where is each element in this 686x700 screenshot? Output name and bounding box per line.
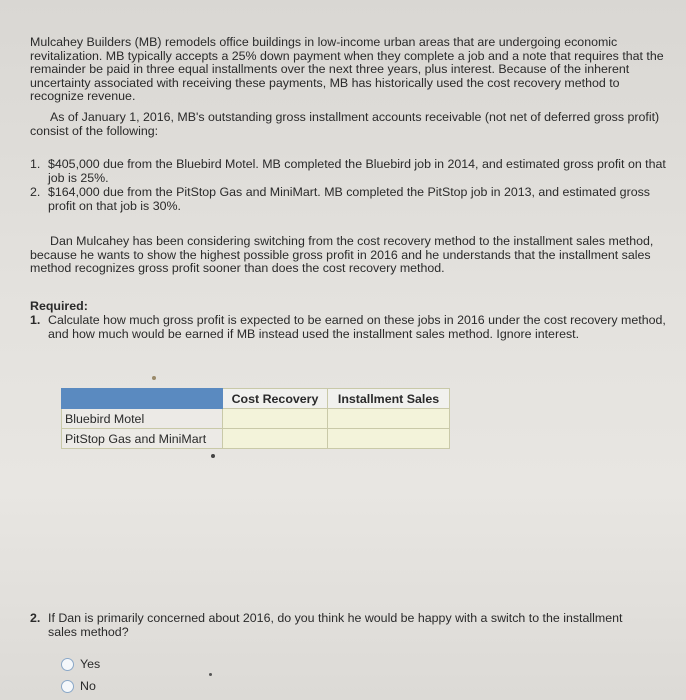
- option-yes-label: Yes: [80, 657, 101, 671]
- radio-yes[interactable]: [61, 658, 74, 671]
- bluebird-installment-sales-input[interactable]: [328, 409, 450, 429]
- intro-paragraph: Mulcahey Builders (MB) remodels office buildings in low-income urban areas that are undergoing economic revitalization. MB typically accepts a 25% down payment when they complete a job and a note that requires that the remainder be paid in three equal installments over the next three years, plus interest. Because of the inherent uncertainty associated with receiving these payments, MB has historically used the cost recovery method to recognize revenue.: [30, 35, 664, 103]
- bluebird-cost-recovery-input[interactable]: [223, 409, 328, 429]
- question-2: [30, 612, 630, 639]
- table-corner-cell: [62, 389, 223, 409]
- pitstop-cost-recovery-input[interactable]: [223, 429, 328, 449]
- list-item-number: 1.: [30, 157, 41, 171]
- table-row: [62, 429, 450, 449]
- option-no[interactable]: [61, 679, 96, 693]
- column-header-cost-recovery: Cost Recovery: [223, 389, 328, 409]
- answer-table: [61, 388, 450, 449]
- table-row: [62, 409, 450, 429]
- question-1-number: 1.: [30, 313, 41, 327]
- option-yes[interactable]: [61, 657, 100, 671]
- receivables-intro-text: As of January 1, 2016, MB's outstanding gross installment accounts receivable (not net of deferred gross profit) consist of the following:: [30, 110, 660, 138]
- table-header-row: [62, 389, 450, 409]
- question-2-number: 2.: [30, 611, 41, 625]
- list-item-text: $164,000 due from the PitStop Gas and MiniMart. MB completed the PitStop job in 2013, and estimated gross profit on that job is 30%.: [48, 185, 650, 213]
- question-1-text: Calculate how much gross profit is expected to be earned on these jobs in 2016 under the cost recovery method, and how much would be earned if MB instead used the installment sales method. Ignore interest.: [48, 313, 666, 341]
- pitstop-installment-sales-input[interactable]: [328, 429, 450, 449]
- list-item: [30, 186, 670, 213]
- receivables-intro: [30, 111, 670, 138]
- stray-mark: [152, 376, 156, 380]
- row-label-bluebird: Bluebird Motel: [62, 409, 223, 429]
- cursor-mark: [211, 454, 215, 458]
- dan-paragraph: Dan Mulcahey has been considering switching from the cost recovery method to the installment sales method, because he wants to show the highest possible gross profit in 2016 and he understands that the installment sales method recognizes gross profit sooner than does the cost recovery method.: [30, 234, 654, 275]
- list-item-number: 2.: [30, 185, 41, 199]
- radio-no[interactable]: [61, 680, 74, 693]
- stray-dot: [209, 673, 212, 676]
- row-label-pitstop: PitStop Gas and MiniMart: [62, 429, 223, 449]
- column-header-installment-sales: Installment Sales: [328, 389, 450, 409]
- option-no-label: No: [80, 679, 96, 693]
- receivables-list: [30, 158, 670, 214]
- required-heading: Required:: [30, 299, 88, 313]
- question-1: [30, 314, 675, 341]
- list-item-text: $405,000 due from the Bluebird Motel. MB completed the Bluebird job in 2014, and estimated gross profit on that job is 25%.: [48, 157, 666, 185]
- question-2-text: If Dan is primarily concerned about 2016, do you think he would be happy with a switch to the installment sales method?: [48, 611, 623, 639]
- list-item: [30, 158, 670, 185]
